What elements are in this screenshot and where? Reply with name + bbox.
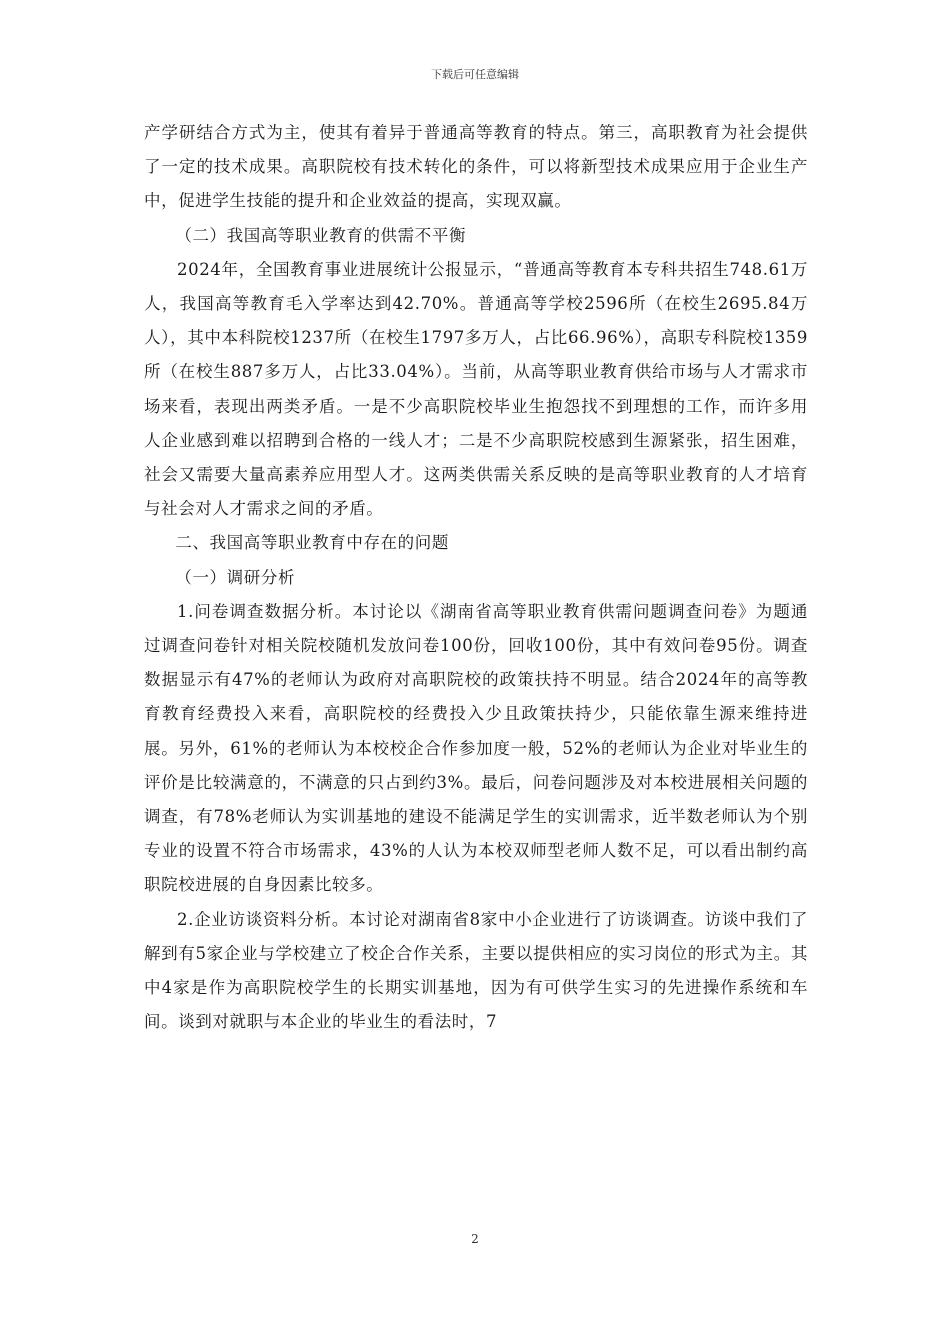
page-number: 2 bbox=[471, 1232, 479, 1246]
paragraph-continuation: 产学研结合方式为主，使其有着异于普通高等教育的特点。第三，高职教育为社会提供了一定的技术成果。高职院校有技术转化的条件，可以将新型技术成果应用于企业生产中，促进学生技能的提升和企业效益的提高，实现双赢。 bbox=[144, 123, 808, 211]
paragraph: 1.问卷调查数据分析。本讨论以《湖南省高等职业教育供需问题调查问卷》为题通过调查问卷针对相关院校随机发放问卷100份，回收100份，其中有效问卷95份。调查数据显示有47%的老师认为政府对高职院校的政策扶持不明显。结合2024年的高等教育教育经费投入来看，高职院校的经费投入少且政策扶持少，只能依靠生源来维持进展。另外，61%的老师认为本校校企合作参加度一般，52%的老师认为企业对毕业生的评价是比较满意的，不满意的只占到约3%。最后，问卷问题涉及对本校进展相关问题的调查，有78%老师认为实训基地的建设不能满足学生的实训需求，近半数老师认为个别专业的设置不符合市场需求，43%的人认为本校双师型老师人数不足，可以看出制约高职院校进展的自身因素比较多。 bbox=[144, 601, 808, 895]
subsection-heading: （一）调研分析 bbox=[175, 567, 296, 587]
paragraph: 2.企业访谈资料分析。本讨论对湖南省8家中小企业进行了访谈调查。访谈中我们了解到有5家企业与学校建立了校企合作关系，主要以提供相应的实习岗位的形式为主。其中4家是作为高职院校学生的长期实训基地，因为有可供学生实习的先进操作系统和车间。谈到对就职与本企业的毕业生的看法时，7 bbox=[144, 909, 808, 1032]
paragraph: 2024年，全国教育事业进展统计公报显示，“普通高等教育本专科共招生748.61万人，我国高等教育毛入学率达到42.70%。普通高等学校2596所（在校生2695.84万人），其中本科院校1237所（在校生1797多万人，占比66.96%），高职专科院校1359所（在校生887多万人，占比33.04%）。当前，从高等职业教育供给市场与人才需求市场来看，表现出两类矛盾。一是不少高职院校毕业生抱怨找不到理想的工作，而许多用人企业感到难以招聘到合格的一线人才；二是不少高职院校感到生源紧张，招生困难，社会又需要大量高素养应用型人才。这两类供需关系反映的是高等职业教育的人才培育与社会对人才需求之间的矛盾。 bbox=[144, 259, 808, 519]
page-header: 下载后可任意编辑 bbox=[431, 68, 519, 81]
section-heading: （二）我国高等职业教育的供需不平衡 bbox=[175, 225, 467, 245]
body-text bbox=[144, 116, 808, 1039]
chapter-heading: 二、我国高等职业教育中存在的问题 bbox=[175, 533, 449, 553]
